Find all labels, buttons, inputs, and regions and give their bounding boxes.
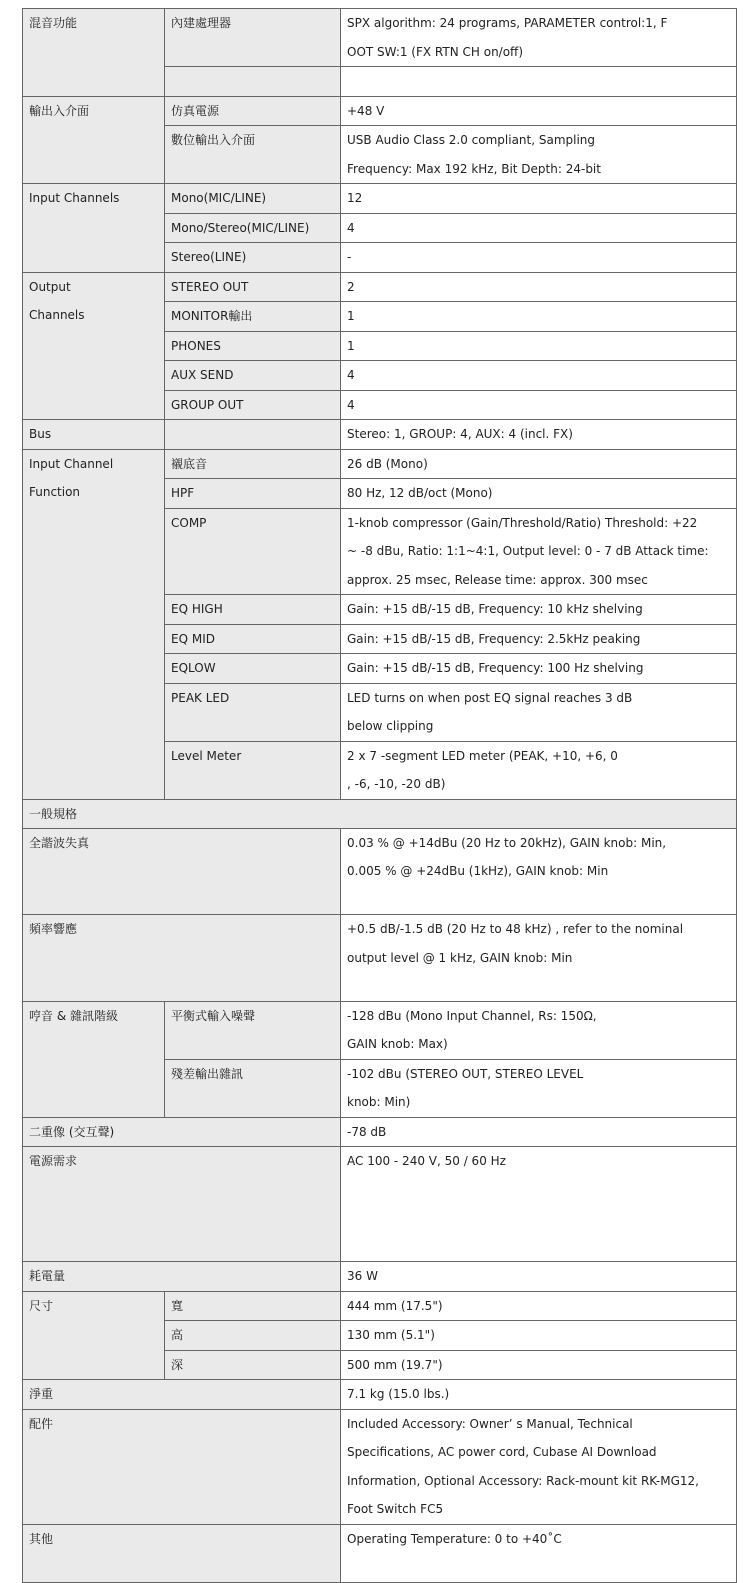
cell-line: Channels: [29, 307, 85, 322]
spec-label-cell: 襯底音: [165, 449, 341, 479]
table-row: [23, 96, 737, 126]
spec-label-cell: 二重像 (交互聲): [23, 1117, 341, 1147]
spec-label-cell: 高: [165, 1321, 341, 1351]
spec-value-cell: [341, 479, 737, 509]
spec-label-cell: 其他: [23, 1524, 341, 1582]
cell-line: 36 W: [347, 1269, 378, 1283]
table-row: [23, 1262, 737, 1292]
spec-value-cell: [341, 595, 737, 625]
table-row: [23, 1409, 737, 1524]
cell-line: AC 100 - 240 V, 50 / 60 Hz: [347, 1154, 506, 1168]
spec-label-cell: Mono/Stereo(MIC/LINE): [165, 213, 341, 243]
cell-line: 26 dB (Mono): [347, 456, 428, 471]
cell-line: 1: [347, 309, 355, 323]
cell-line: 80 Hz, 12 dB/oct (Mono): [347, 486, 493, 500]
spec-value-cell: [341, 96, 737, 126]
spec-label-cell: 寬: [165, 1291, 341, 1321]
spec-value-cell: [341, 1291, 737, 1321]
spec-value-cell: [341, 1380, 737, 1410]
spec-value-cell: [341, 1117, 737, 1147]
spec-value-cell: [341, 126, 737, 184]
cell-line: , -6, -10, -20 dB): [347, 777, 446, 791]
spec-label-cell: 耗電量: [23, 1262, 341, 1292]
table-row: [23, 915, 737, 1002]
spec-value-cell: [341, 741, 737, 799]
cell-line: [347, 972, 730, 1001]
spec-label-cell: 殘差輸出雜訊: [165, 1059, 341, 1117]
spec-label-cell: [165, 67, 341, 97]
spec-value-cell: [341, 1001, 737, 1059]
spec-label-cell: 尺寸: [23, 1291, 165, 1380]
spec-label-cell: 輸出入介面: [23, 96, 165, 184]
cell-line: 4: [347, 220, 355, 235]
cell-line: Gain: +15 dB/-15 dB, Frequency: 2.5kHz peaking: [347, 631, 641, 646]
table-row: [23, 828, 737, 915]
spec-value-cell: [341, 331, 737, 361]
spec-label-cell: GROUP OUT: [165, 390, 341, 420]
cell-line: output level @ 1 kHz, GAIN knob: Min: [347, 950, 573, 965]
spec-label-cell: 數位輸出入介面: [165, 126, 341, 184]
spec-label-cell: [23, 272, 165, 420]
cell-line: Stereo: 1, GROUP: 4, AUX: 4 (incl. FX): [347, 427, 573, 441]
cell-line: Operating Temperature: 0 to +40˚C: [347, 1531, 562, 1546]
cell-line: ~ -8 dBu, Ratio: 1:1~4:1, Output level: 0 - 7 dB Attack time:: [347, 544, 709, 558]
spec-label-cell: 一般規格: [23, 799, 737, 828]
spec-label-cell: [165, 420, 341, 450]
spec-value-cell: [341, 1147, 737, 1262]
spec-label-cell: 深: [165, 1350, 341, 1380]
cell-line: -128 dBu (Mono Input Channel, Rs: 150Ω,: [347, 1008, 597, 1023]
cell-line: Specifications, AC power cord, Cubase AI Download: [347, 1445, 657, 1459]
spec-label-cell: 淨重: [23, 1380, 341, 1410]
cell-line: +48 V: [347, 103, 385, 118]
spec-label-cell: Input Channels: [23, 184, 165, 273]
spec-value-cell: [341, 915, 737, 1002]
cell-line: Foot Switch FC5: [347, 1502, 444, 1516]
cell-line: GAIN knob: Max): [347, 1037, 448, 1051]
cell-line: 0.005 % @ +24dBu (1kHz), GAIN knob: Min: [347, 864, 609, 878]
table-row: [23, 9, 737, 67]
cell-line: 0.03 % @ +14dBu (20 Hz to 20kHz), GAIN knob: Min,: [347, 835, 667, 850]
cell-line: 1: [347, 338, 355, 353]
cell-line: 2: [347, 279, 355, 294]
spec-label-cell: 全諧波失真: [23, 828, 341, 915]
spec-label-cell: AUX SEND: [165, 361, 341, 391]
spec-label-cell: Bus: [23, 420, 165, 450]
table-row: [23, 449, 737, 479]
spec-value-cell: [341, 508, 737, 595]
cell-line: 500 mm (19.7"): [347, 1357, 443, 1372]
cell-line: Input Channel: [29, 456, 114, 471]
cell-line: USB Audio Class 2.0 compliant, Sampling: [347, 133, 596, 147]
spec-value-cell: [341, 1059, 737, 1117]
spec-value-cell: [341, 302, 737, 332]
spec-label-cell: MONITOR輸出: [165, 302, 341, 332]
spec-label-cell: STEREO OUT: [165, 272, 341, 302]
table-row: [23, 184, 737, 214]
table-row: [23, 1001, 737, 1059]
cell-line: Function: [29, 484, 81, 499]
spec-value-cell: [341, 1321, 737, 1351]
spec-label-cell: 哼音 & 雜訊階級: [23, 1001, 165, 1117]
table-row: [23, 1147, 737, 1262]
spec-value-cell: [341, 1262, 737, 1292]
cell-line: below clipping: [347, 719, 434, 733]
cell-line: +0.5 dB/-1.5 dB (20 Hz to 48 kHz) , refer to the nominal: [347, 922, 684, 936]
cell-line: OOT SW:1 (FX RTN CH on/off): [347, 44, 524, 59]
spec-label-cell: EQ MID: [165, 624, 341, 654]
cell-line: [347, 1176, 730, 1205]
cell-line: -: [347, 250, 352, 264]
spec-value-cell: [341, 1409, 737, 1524]
cell-line: Information, Optional Accessory: Rack-mount kit RK-MG12,: [347, 1473, 699, 1488]
cell-line: [347, 67, 730, 96]
cell-line: Gain: +15 dB/-15 dB, Frequency: 100 Hz shelving: [347, 661, 644, 675]
table-row: [23, 420, 737, 450]
cell-line: 12: [347, 191, 363, 205]
spec-value-cell: [341, 1524, 737, 1582]
spec-value-cell: [341, 1350, 737, 1380]
spec-label-cell: Level Meter: [165, 741, 341, 799]
spec-value-cell: [341, 243, 737, 273]
cell-line: [347, 1233, 730, 1262]
spec-value-cell: [341, 9, 737, 67]
spec-value-cell: [341, 683, 737, 741]
spec-value-cell: [341, 624, 737, 654]
cell-line: [347, 1204, 730, 1233]
spec-label-cell: EQ HIGH: [165, 595, 341, 625]
cell-line: approx. 25 msec, Release time: approx. 300 msec: [347, 572, 648, 587]
spec-value-cell: [341, 213, 737, 243]
spec-value-cell: [341, 67, 737, 97]
spec-value-cell: [341, 449, 737, 479]
table-row: [23, 1524, 737, 1582]
cell-line: [347, 1553, 730, 1582]
cell-line: 1-knob compressor (Gain/Threshold/Ratio) Threshold: +22: [347, 515, 698, 530]
spec-value-cell: [341, 390, 737, 420]
cell-line: 4: [347, 397, 355, 412]
spec-table: [22, 8, 737, 1583]
cell-line: 2 x 7 -segment LED meter (PEAK, +10, +6, 0: [347, 748, 618, 763]
cell-line: Frequency: Max 192 kHz, Bit Depth: 24-bit: [347, 161, 601, 176]
cell-line: Included Accessory: Owner’ s Manual, Technical: [347, 1416, 633, 1431]
cell-line: Output: [29, 279, 71, 294]
table-row: [23, 799, 737, 828]
spec-label-cell: 平衡式輸入噪聲: [165, 1001, 341, 1059]
cell-line: 7.1 kg (15.0 lbs.): [347, 1387, 450, 1401]
cell-line: -78 dB: [347, 1124, 387, 1139]
table-row: [23, 1380, 737, 1410]
cell-line: Gain: +15 dB/-15 dB, Frequency: 10 kHz shelving: [347, 602, 643, 616]
spec-label-cell: 配件: [23, 1409, 341, 1524]
cell-line: -102 dBu (STEREO OUT, STEREO LEVEL: [347, 1066, 584, 1081]
spec-label-cell: HPF: [165, 479, 341, 509]
spec-label-cell: Mono(MIC/LINE): [165, 184, 341, 214]
spec-table-body: [23, 9, 737, 1583]
spec-label-cell: PHONES: [165, 331, 341, 361]
cell-line: 444 mm (17.5"): [347, 1298, 443, 1313]
spec-value-cell: [341, 184, 737, 214]
spec-label-cell: COMP: [165, 508, 341, 595]
spec-value-cell: [341, 654, 737, 684]
cell-line: [347, 886, 730, 915]
spec-label-cell: [23, 449, 165, 799]
spec-label-cell: Stereo(LINE): [165, 243, 341, 273]
table-row: [23, 1117, 737, 1147]
table-row: [23, 1291, 737, 1321]
cell-line: 4: [347, 368, 355, 382]
spec-label-cell: 內建處理器: [165, 9, 341, 67]
spec-label-cell: 電源需求: [23, 1147, 341, 1262]
table-row: [23, 272, 737, 302]
spec-label-cell: 仿真電源: [165, 96, 341, 126]
spec-label-cell: 頻率響應: [23, 915, 341, 1002]
spec-value-cell: [341, 272, 737, 302]
spec-label-cell: 混音功能: [23, 9, 165, 97]
cell-line: SPX algorithm: 24 programs, PARAMETER control:1, F: [347, 16, 668, 30]
cell-line: 130 mm (5.1"): [347, 1328, 435, 1342]
spec-value-cell: [341, 361, 737, 391]
cell-line: knob: Min): [347, 1095, 411, 1109]
cell-line: LED turns on when post EQ signal reaches 3 dB: [347, 690, 633, 705]
spec-value-cell: [341, 420, 737, 450]
spec-label-cell: EQLOW: [165, 654, 341, 684]
spec-value-cell: [341, 828, 737, 915]
spec-label-cell: PEAK LED: [165, 683, 341, 741]
